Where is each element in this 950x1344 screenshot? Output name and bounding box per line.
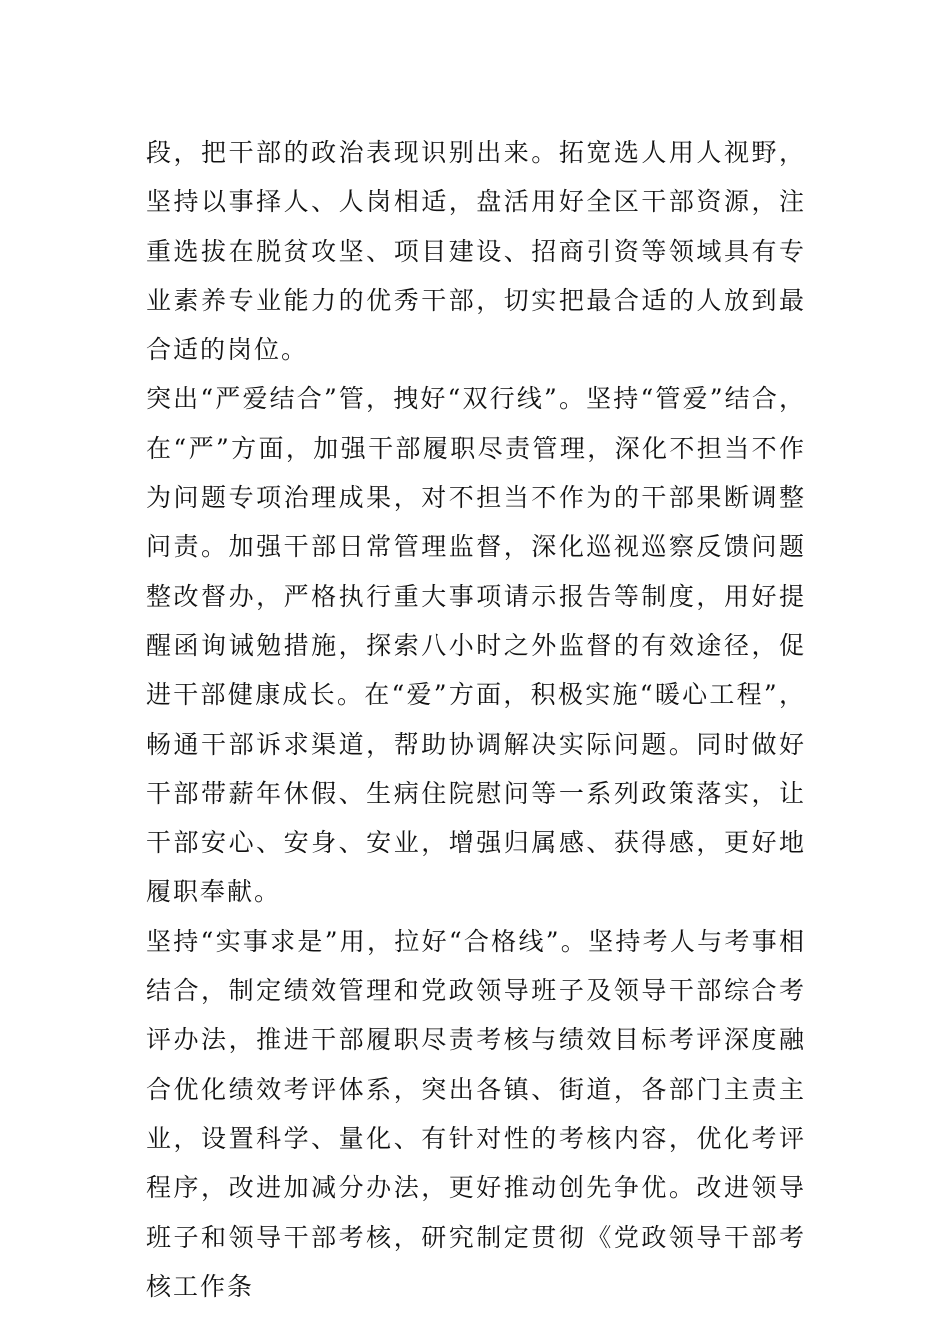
paragraph-2: 突出“严爱结合”管，拽好“双行线”。坚持“管爱”结合，在“严”方面，加强干部履职尽责管理，深化不担当不作为问题专项治理成果，对不担当不作为的干部果断调整问责。加强干部日常管理监督，深化巡视巡察反馈问题整改督办，严格执行重大事项请示报告等制度，用好提醒函询诫勉措施，探索八小时之外监督的有效途径，促进干部健康成长。在“爱”方面，积极实施“暖心工程”，畅通干部诉求渠道，帮助协调解决实际问题。同时做好干部带薪年休假、生病住院慰问等一系列政策落实，让干部安心、安身、安业，增强归属感、获得感，更好地履职奉献。 bbox=[146, 384, 806, 907]
paragraph-3: 坚持“实事求是”用，拉好“合格线”。坚持考人与考事相结合，制定绩效管理和党政领导班子及领导干部综合考评办法，推进干部履职尽责考核与绩效目标考评深度融合优化绩效考评体系，突出各镇、街道，各部门主责主业，设置科学、量化、有针对性的考核内容，优化考评程序，改进加减分办法，更好推动创先争优。改进领导班子和领导干部考核，研究制定贯彻《党政领导干部考核工作条 bbox=[146, 926, 806, 1301]
paragraph-1: 段，把干部的政治表现识别出来。拓宽选人用人视野，坚持以事择人、人岗相适，盘活用好全区干部资源，注重选拔在脱贫攻坚、项目建设、招商引资等领域具有专业素养专业能力的优秀干部，切实把最合适的人放到最合适的岗位。 bbox=[146, 138, 806, 365]
document-body bbox=[146, 128, 806, 1311]
